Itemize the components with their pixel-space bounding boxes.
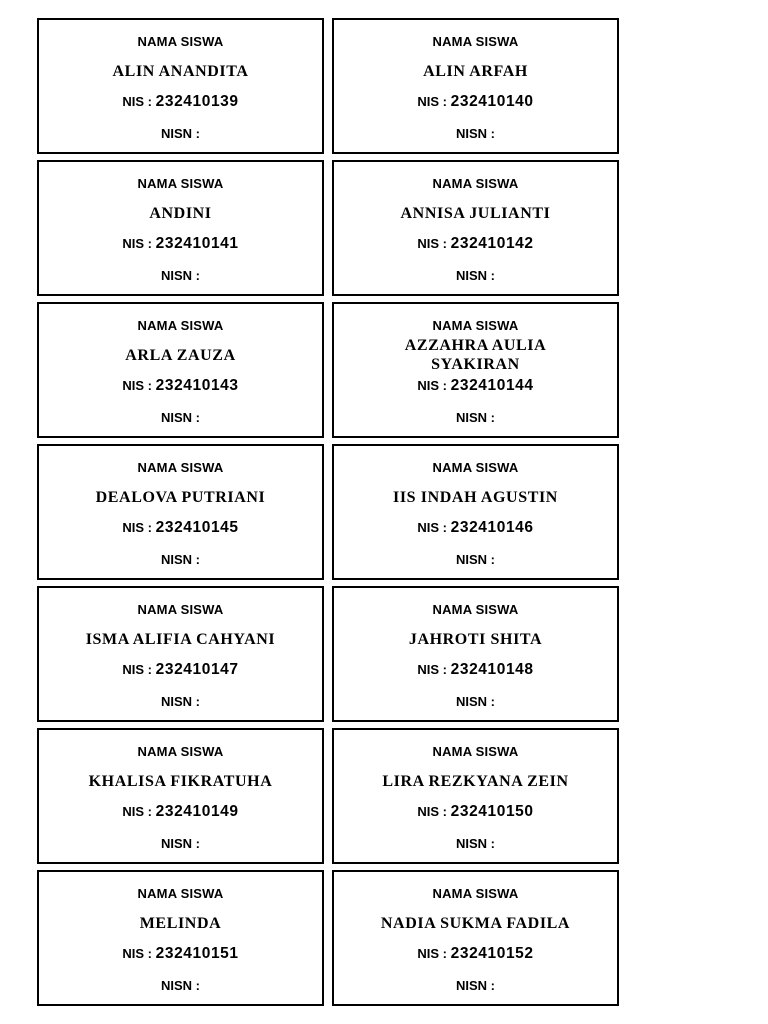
student-name: DEALOVA PUTRIANI xyxy=(95,489,266,506)
student-card xyxy=(332,302,619,438)
nisn-label: NISN : xyxy=(161,552,200,567)
nama-siswa-label: NAMA SISWA xyxy=(432,460,519,475)
student-card xyxy=(332,586,619,722)
nisn-label: NISN : xyxy=(456,126,495,141)
nisn-label: NISN : xyxy=(456,268,495,283)
nis-line xyxy=(39,377,322,395)
nis-line xyxy=(39,93,322,111)
nis-line xyxy=(334,661,617,679)
nama-siswa-label: NAMA SISWA xyxy=(432,34,519,49)
nis-line xyxy=(334,945,617,963)
nis-number: 232410149 xyxy=(155,803,239,820)
nis-number: 232410144 xyxy=(450,377,534,394)
nis-number: 232410139 xyxy=(155,93,239,110)
nisn-label: NISN : xyxy=(456,836,495,851)
nis-line xyxy=(39,235,322,253)
nisn-label: NISN : xyxy=(456,410,495,425)
nis-label: NIS : xyxy=(417,94,451,109)
nis-label: NIS : xyxy=(417,236,451,251)
nama-siswa-label: NAMA SISWA xyxy=(137,34,224,49)
student-card-grid xyxy=(37,18,619,1006)
nis-number: 232410140 xyxy=(450,93,534,110)
nis-label: NIS : xyxy=(122,378,156,393)
nama-siswa-label: NAMA SISWA xyxy=(137,318,224,333)
nisn-label: NISN : xyxy=(456,978,495,993)
nisn-label: NISN : xyxy=(456,552,495,567)
nama-siswa-label: NAMA SISWA xyxy=(137,176,224,191)
nis-line xyxy=(39,803,322,821)
student-name: MELINDA xyxy=(139,915,222,932)
student-card xyxy=(37,160,324,296)
nis-number: 232410151 xyxy=(155,945,239,962)
nis-label: NIS : xyxy=(122,662,156,677)
nis-number: 232410142 xyxy=(450,235,534,252)
nis-label: NIS : xyxy=(122,520,156,535)
nis-line xyxy=(39,519,322,537)
student-name: KHALISA FIKRATUHA xyxy=(88,773,273,790)
student-card xyxy=(37,586,324,722)
nis-label: NIS : xyxy=(122,946,156,961)
nis-number: 232410145 xyxy=(155,519,239,536)
student-name: NADIA SUKMA FADILA xyxy=(380,915,571,932)
nis-label: NIS : xyxy=(122,236,156,251)
student-name: AZZAHRA AULIA SYAKIRAN xyxy=(404,337,547,373)
student-card xyxy=(37,444,324,580)
student-name: ANNISA JULIANTI xyxy=(400,205,551,222)
student-card xyxy=(332,728,619,864)
nis-line xyxy=(39,661,322,679)
nama-siswa-label: NAMA SISWA xyxy=(137,886,224,901)
nama-siswa-label: NAMA SISWA xyxy=(137,602,224,617)
nis-label: NIS : xyxy=(122,804,156,819)
nisn-label: NISN : xyxy=(161,694,200,709)
student-card xyxy=(332,870,619,1006)
nis-label: NIS : xyxy=(122,94,156,109)
student-name: ISMA ALIFIA CAHYANI xyxy=(85,631,276,648)
nis-line xyxy=(334,235,617,253)
nisn-label: NISN : xyxy=(161,410,200,425)
student-card xyxy=(37,728,324,864)
student-name: IIS INDAH AGUSTIN xyxy=(393,489,558,506)
nisn-label: NISN : xyxy=(456,694,495,709)
nis-label: NIS : xyxy=(417,804,451,819)
student-name: ARLA ZAUZA xyxy=(125,347,236,364)
student-name: ANDINI xyxy=(149,205,212,222)
student-card xyxy=(37,302,324,438)
nis-number: 232410148 xyxy=(450,661,534,678)
nis-label: NIS : xyxy=(417,520,451,535)
nis-line xyxy=(334,519,617,537)
nis-number: 232410147 xyxy=(155,661,239,678)
nis-label: NIS : xyxy=(417,378,451,393)
student-card xyxy=(332,160,619,296)
nama-siswa-label: NAMA SISWA xyxy=(432,318,519,333)
nisn-label: NISN : xyxy=(161,836,200,851)
nis-line xyxy=(39,945,322,963)
nis-number: 232410150 xyxy=(450,803,534,820)
nis-number: 232410146 xyxy=(450,519,534,536)
student-name: ALIN ANANDITA xyxy=(112,63,249,80)
student-card xyxy=(332,444,619,580)
nis-line xyxy=(334,93,617,111)
student-card xyxy=(332,18,619,154)
nama-siswa-label: NAMA SISWA xyxy=(432,886,519,901)
nis-number: 232410141 xyxy=(155,235,239,252)
nama-siswa-label: NAMA SISWA xyxy=(137,460,224,475)
nisn-label: NISN : xyxy=(161,978,200,993)
student-card xyxy=(37,18,324,154)
nama-siswa-label: NAMA SISWA xyxy=(432,744,519,759)
nis-label: NIS : xyxy=(417,946,451,961)
nama-siswa-label: NAMA SISWA xyxy=(432,176,519,191)
nisn-label: NISN : xyxy=(161,126,200,141)
nama-siswa-label: NAMA SISWA xyxy=(432,602,519,617)
nama-siswa-label: NAMA SISWA xyxy=(137,744,224,759)
nis-line xyxy=(334,803,617,821)
student-name: JAHROTI SHITA xyxy=(408,631,543,648)
nis-line xyxy=(334,377,617,395)
nis-label: NIS : xyxy=(417,662,451,677)
student-name: ALIN ARFAH xyxy=(423,63,528,80)
nisn-label: NISN : xyxy=(161,268,200,283)
nis-number: 232410152 xyxy=(450,945,534,962)
student-card xyxy=(37,870,324,1006)
student-name: LIRA REZKYANA ZEIN xyxy=(382,773,569,790)
nis-number: 232410143 xyxy=(155,377,239,394)
